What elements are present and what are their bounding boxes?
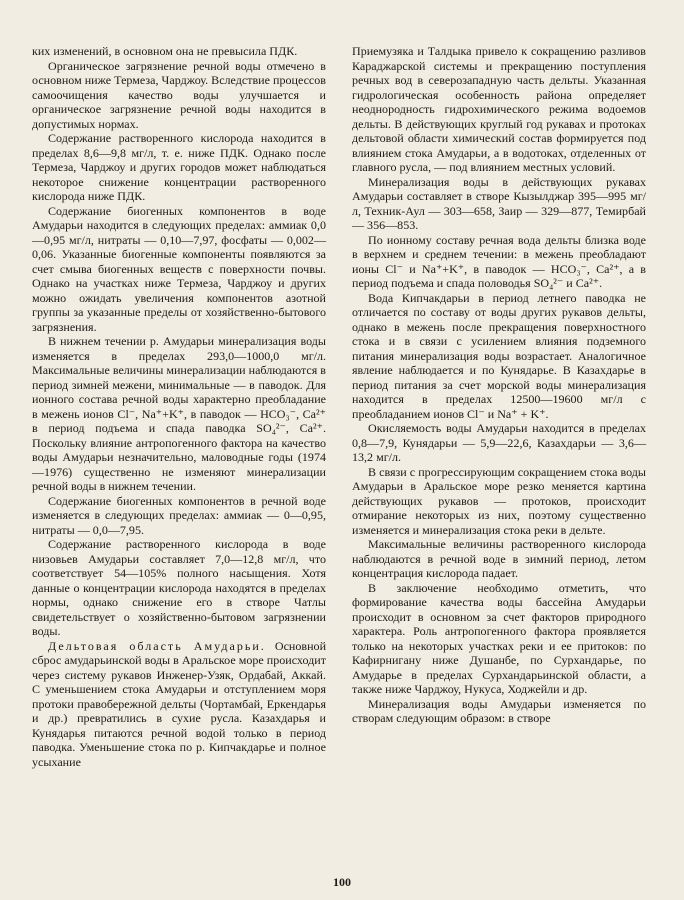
paragraph: В связи с прогрессирующим сокращением стока воды Амударьи в Аральское море резко меняется картина действующих рукавов — протоков, происходит отмирание некоторых из них, поэтому существенно изменяется и минерализация стока реки в дельте. — [352, 464, 646, 537]
paragraph: Минерализация воды в действующих рукавах Амударьи составляет в створе Кызылджар 395—995 мг/л, Техник-Аул — 303—658, Заир — 329—877, Темирбай — 356—853. — [352, 174, 646, 232]
left-column — [32, 44, 326, 769]
paragraph: ких изменений, в основном она не превысила ПДК. — [32, 44, 298, 58]
paragraph: По ионному составу речная вода дельты близка воде в верхнем и среднем течении: в межень преобладают ионы Cl⁻ и Na⁺+K⁺, в паводок — HCO₃⁻, Ca²⁺, а в период подъема и спада половодья SO₄²⁻ и Ca²⁺. — [352, 232, 646, 290]
section-text: Основной сброс амударьинской воды в Аральское море происходит через систему рукавов Инженер-Узяк, Ордабай, Аккай. С уменьшением стока Амударьи и отступлением моря протоки правобережной дельты (Чортамбай, Еркендарья и др.) превратились в сухие русла. Казахдарья и Кунядарья питаются речной водой только в период паводка. Уменьшение стока по р. Кипчакдарье и полное усыхание — [32, 638, 327, 769]
paragraph: Содержание растворенного кислорода находится в пределах 8,6—9,8 мг/л, т. е. ниже ПДК. Однако после Термеза, Чарджоу и других городов может наблюдаться некоторое снижение концентрации растворенного кислорода ниже ПДК. — [32, 131, 326, 203]
section-heading: Дельтовая область Амударьи. — [48, 638, 266, 653]
paragraph: Содержание биогенных компонентов в воде Амударьи находится в следующих пределах: аммиак 0,0—0,95 мг/л, нитраты — 0,10—7,97, фосфаты — 0,002—0,06. Указанные биогенные компоненты появляются за счет смыва биогенных веществ с поверхности почвы. Однако на участках ниже Термеза, Чарджоу и других можно ожидать увеличения компонентов азотной группы за указанные пределы от хозяйственно-бытового загрязнения. — [32, 203, 326, 334]
delta-paragraph — [32, 639, 326, 770]
paragraph: Максимальные величины растворенного кислорода наблюдаются в речной воде в зимний период, летом концентрация кислорода падает. — [352, 537, 646, 580]
paragraph: Минерализация воды Амударьи изменяется по створам следующим образом: в створе — [352, 696, 646, 725]
paragraph: Вода Кипчакдарьи в период летнего паводка не отличается по составу от воды других рукавов дельты, однако в межень после прекращения поверхностного стока и в связи с усилением влияния подземного питания минерализация воды возрастает. Аналогичное явление наблюдается и по Кунядарье. В Казахдарье в период питания за счет морской воды минерализация находится в пределах 12500—19600 мг/л с преобладанием ионов Cl⁻ и Na⁺ + K⁺. — [352, 290, 646, 421]
paragraph: В нижнем течении р. Амударьи минерализация воды изменяется в пределах 293,0—1000,0 мг/л. Максимальные величины минерализации наблюдаются в период зимней межени, минимальные — в паводок. Для ионного состава речной воды характерно преобладание в межень ионов Cl⁻, Na⁺+K⁺, в паводок — HCO₃⁻, Ca²⁺ в период подъема и спада паводка SO₄²⁻, Ca²⁺. Поскольку влияние антропогенного фактора на качество воды Амударьи незначительно, маловодные годы (1974—1976) существенно не изменяют минерализации речной воды в нижнем течении. — [32, 334, 326, 493]
right-column — [352, 44, 646, 726]
paragraph: Содержание биогенных компонентов в речной воде изменяется в следующих пределах: аммиак — 0—0,95, нитраты — 0,0—7,95. — [32, 493, 326, 537]
paragraph: Окисляемость воды Амударьи находится в пределах 0,8—7,9, Кунядарьи — 5,9—22,6, Казахдарьи — 3,6—13,2 мг/л. — [352, 421, 646, 464]
paragraph: Содержание растворенного кислорода в воде низовьев Амударьи составляет 7,0—12,8 мг/л, что соответствует 54—105% полного насыщения. Хотя данные о концентрации кислорода находятся в пределах нормы, однако снижение его в створе Чатлы свидетельствует о хозяйственно-бытовом загрязнении воды. — [32, 537, 326, 638]
paragraph: Органическое загрязнение речной воды отмечено в основном ниже Термеза, Чарджоу. Вследствие процессов самоочищения качество воды улучшается и органическое загрязнение речной воды находится в допустимых нормах. — [32, 58, 326, 131]
paragraph: Приемузяка и Талдыка привело к сокращению разливов Караджарской системы и прекращению поступления речных вод в северозападную часть дельты. Указанная гидрологическая особенность района определяет неоднородность гидрохимического режима водоемов дельты. В действующих круглый год рукавах и протоках дельтовой области химический состав формируется под влиянием стока Амударьи, а в водотоках, отделенных от главного русла, — под влиянием местных условий. — [352, 44, 646, 174]
page-number: 100 — [333, 875, 351, 889]
paragraph: В заключение необходимо отметить, что формирование качества воды бассейна Амударьи происходит в основном за счет факторов природного характера. Роль антропогенного фактора проявляется только на некоторых участках реки и ее притоков: по Кафирнигану ниже Душанбе, по Сурхандарье, по Амударье в пределах Сурхандарьинской области, а также ниже Чарджоу, Нукуса, Ходжейли и др. — [352, 580, 646, 696]
